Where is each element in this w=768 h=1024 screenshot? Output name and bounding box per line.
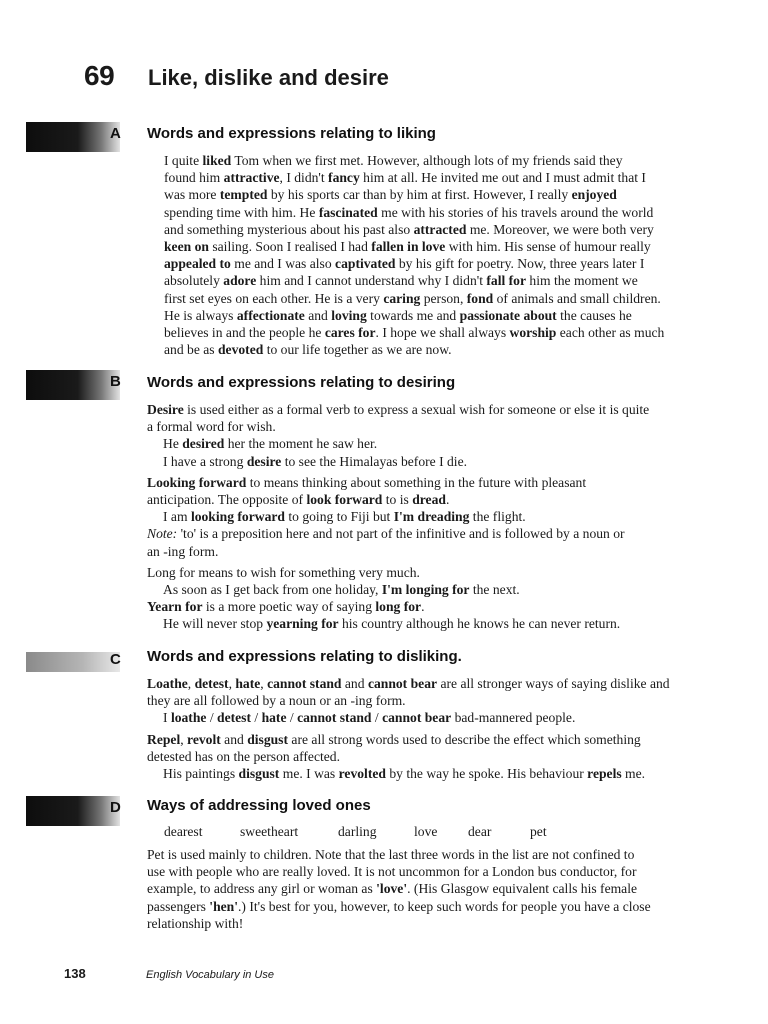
keyword: detest bbox=[194, 676, 229, 691]
keyword: revolted bbox=[338, 766, 386, 782]
word-item: sweetheart bbox=[240, 824, 299, 839]
text-segment: As soon as I get back from one holiday, bbox=[163, 582, 382, 598]
section-tab-bar bbox=[26, 122, 120, 152]
unit-header bbox=[84, 60, 389, 100]
text-segment: He will never stop bbox=[163, 616, 267, 632]
keyword: revolt bbox=[187, 731, 221, 747]
keyword: Yearn for bbox=[147, 599, 203, 615]
text-segment: I have a strong bbox=[163, 453, 247, 469]
text-segment: to see the Himalayas before I die. bbox=[281, 453, 468, 469]
text-segment: and bbox=[341, 676, 368, 691]
text-segment: anticipation. The opposite of bbox=[147, 492, 307, 508]
section-tab-bar bbox=[26, 370, 120, 400]
text-segment: I bbox=[163, 710, 171, 726]
keyword: dread bbox=[412, 492, 446, 508]
text-segment: with him. His sense of humour really bbox=[445, 239, 651, 255]
text-segment: his country although he knows he can never return. bbox=[338, 616, 621, 632]
section-b-title: Words and expressions relating to desiring bbox=[147, 374, 456, 391]
text-line bbox=[147, 491, 649, 508]
text-line bbox=[147, 731, 670, 748]
text-segment: to is bbox=[382, 492, 413, 508]
keyword: cannot bear bbox=[367, 676, 438, 691]
text-line bbox=[164, 324, 664, 341]
keyword: loathe bbox=[170, 710, 207, 726]
text-line bbox=[147, 525, 649, 542]
section-d-title: Ways of addressing loved ones bbox=[147, 797, 371, 814]
text-segment: / bbox=[206, 710, 218, 726]
text-line bbox=[147, 401, 649, 418]
keyword: detest bbox=[217, 710, 251, 726]
keyword: adore bbox=[223, 273, 257, 289]
text-segment: to our life together as we are now. bbox=[263, 342, 452, 358]
text-segment: , bbox=[228, 676, 236, 691]
keyword: Loathe bbox=[147, 676, 188, 691]
text-segment: towards me and bbox=[366, 307, 460, 323]
text-line bbox=[147, 474, 649, 491]
text-line bbox=[147, 880, 651, 897]
text-segment: . bbox=[421, 599, 425, 615]
text-segment: detested has on the person affected. bbox=[147, 748, 341, 764]
text-segment: by his gift for poetry. Now, three years later I bbox=[395, 256, 645, 272]
text-segment: him at all. He invited me out and I must admit that I bbox=[359, 170, 646, 186]
section-a-body bbox=[164, 152, 664, 358]
word-item: dearest bbox=[164, 824, 203, 839]
text-segment: , I didn't bbox=[279, 170, 329, 186]
keyword: devoted bbox=[217, 342, 264, 358]
keyword: Looking forward bbox=[147, 474, 247, 490]
text-line bbox=[164, 341, 664, 358]
keyword: Desire bbox=[147, 402, 184, 417]
keyword: cannot bear bbox=[382, 710, 452, 726]
keyword: worship bbox=[509, 325, 557, 341]
example-sentence bbox=[147, 453, 649, 470]
keyword: desire bbox=[246, 453, 282, 469]
page-number: 138 bbox=[64, 966, 86, 981]
keyword: 'hen' bbox=[209, 898, 239, 914]
section-letter: D bbox=[110, 799, 121, 816]
unit-number: 69 bbox=[84, 60, 115, 91]
section-tab-bar bbox=[26, 796, 120, 826]
keyword: yearning for bbox=[266, 616, 339, 632]
section-b-body bbox=[147, 401, 649, 633]
keyword: caring bbox=[383, 290, 421, 306]
keyword: cannot stand bbox=[267, 676, 342, 691]
text-segment: and bbox=[304, 307, 332, 323]
keyword: I'm longing for bbox=[381, 582, 470, 598]
example-sentence bbox=[147, 581, 649, 598]
text-segment: and be as bbox=[164, 342, 218, 358]
example-sentence bbox=[147, 435, 649, 452]
text-segment: , bbox=[187, 676, 195, 691]
keyword: fallen in love bbox=[371, 239, 446, 255]
text-line bbox=[147, 692, 670, 709]
text-segment: each other as much bbox=[556, 325, 665, 341]
text-segment: . bbox=[445, 492, 450, 508]
text-segment: him and I cannot understand why I didn't bbox=[256, 273, 487, 289]
page-footer bbox=[64, 966, 274, 981]
keyword: long for bbox=[375, 599, 422, 615]
section-c-body bbox=[147, 675, 670, 782]
section-letter: B bbox=[110, 373, 121, 390]
text-segment: him the moment we bbox=[526, 273, 638, 289]
keyword: captivated bbox=[335, 256, 396, 272]
text-segment: me. bbox=[621, 766, 646, 782]
keyword: cares for bbox=[324, 325, 376, 341]
text-segment: found him bbox=[164, 170, 224, 186]
keyword: affectionate bbox=[236, 307, 305, 323]
text-segment: the next. bbox=[469, 582, 520, 598]
text-segment: me and I was also bbox=[230, 256, 336, 272]
keyword: hate bbox=[261, 710, 287, 726]
text-line bbox=[164, 152, 664, 169]
text-line bbox=[147, 543, 649, 560]
text-line bbox=[164, 307, 664, 324]
text-line bbox=[164, 186, 664, 203]
word-item: pet bbox=[530, 824, 547, 839]
keyword: cannot stand bbox=[297, 710, 372, 726]
keyword: tempted bbox=[219, 187, 268, 203]
keyword: fancy bbox=[328, 170, 360, 186]
text-segment: is a more poetic way of saying bbox=[202, 599, 376, 615]
text-segment: an -ing form. bbox=[147, 543, 219, 559]
text-segment: the flight. bbox=[469, 509, 526, 525]
keyword: enjoyed bbox=[571, 187, 617, 203]
example-sentence bbox=[147, 508, 649, 525]
text-line bbox=[147, 564, 649, 581]
text-segment: , bbox=[260, 676, 268, 691]
text-segment: relationship with! bbox=[147, 915, 244, 931]
text-segment: / bbox=[251, 710, 262, 726]
book-title: English Vocabulary in Use bbox=[146, 969, 274, 981]
word-item: love bbox=[414, 824, 438, 839]
keyword: hate bbox=[235, 676, 261, 691]
text-segment: of animals and small children. bbox=[493, 290, 661, 306]
text-segment: .) It's best for you, however, to keep such words for people you have a close bbox=[238, 898, 651, 914]
text-segment: they are all followed by a noun or an -ing form. bbox=[147, 693, 406, 709]
keyword: desired bbox=[182, 436, 225, 452]
text-line bbox=[147, 898, 651, 915]
section-d-body bbox=[147, 846, 651, 932]
keyword: look forward bbox=[306, 492, 383, 508]
keyword: I'm dreading bbox=[393, 509, 470, 525]
keyword: disgust bbox=[247, 731, 289, 747]
keyword: disgust bbox=[238, 766, 280, 782]
text-segment: and bbox=[220, 731, 248, 747]
text-line bbox=[147, 748, 670, 765]
text-segment: her the moment he saw her. bbox=[224, 436, 378, 452]
text-segment: sailing. Soon I realised I had bbox=[208, 239, 372, 255]
keyword: attractive bbox=[223, 170, 280, 186]
text-line bbox=[164, 169, 664, 186]
text-segment: absolutely bbox=[164, 273, 224, 289]
keyword: keen on bbox=[164, 239, 209, 255]
text-line bbox=[147, 863, 651, 880]
keyword: fascinated bbox=[318, 204, 378, 220]
keyword: looking forward bbox=[190, 509, 285, 525]
text-segment: , bbox=[180, 731, 188, 747]
example-sentence bbox=[147, 615, 649, 632]
text-line bbox=[164, 204, 664, 221]
text-segment: spending time with him. He bbox=[164, 204, 319, 220]
text-segment: Long for means to wish for something very much. bbox=[147, 564, 420, 580]
text-segment: was more bbox=[164, 187, 220, 203]
keyword: liked bbox=[202, 153, 232, 168]
keyword: Repel bbox=[147, 731, 181, 747]
keyword: 'love' bbox=[376, 881, 408, 897]
section-tab-bar bbox=[26, 652, 120, 672]
unit-title: Like, dislike and desire bbox=[148, 65, 389, 90]
text-line bbox=[147, 418, 649, 435]
word-item: darling bbox=[338, 824, 377, 839]
text-segment: first set eyes on each other. He is a very bbox=[164, 290, 384, 306]
text-segment: me with his stories of his travels around the world bbox=[377, 204, 654, 220]
text-segment: bad-mannered people. bbox=[451, 710, 576, 726]
text-segment: Tom when we first met. However, although lots of my friends said they bbox=[231, 153, 623, 168]
keyword: fall for bbox=[486, 273, 527, 289]
keyword: loving bbox=[331, 307, 367, 323]
text-segment: He bbox=[163, 436, 183, 452]
word-item: dear bbox=[468, 824, 492, 839]
text-segment: the causes he bbox=[556, 307, 632, 323]
text-segment: Pet is used mainly to children. Note that the last three words in the list are not confined to bbox=[147, 847, 635, 862]
text-line bbox=[147, 915, 651, 932]
text-segment: are all strong words used to describe the effect which something bbox=[288, 731, 641, 747]
text-segment: He is always bbox=[164, 307, 237, 323]
text-segment: . I hope we shall always bbox=[375, 325, 510, 341]
text-line bbox=[164, 238, 664, 255]
text-segment: / bbox=[371, 710, 383, 726]
text-segment: me. Moreover, we were both very bbox=[466, 221, 654, 237]
section-letter: A bbox=[110, 125, 121, 142]
text-line bbox=[164, 290, 664, 307]
text-segment: by the way he spoke. His behaviour bbox=[385, 766, 588, 782]
text-line bbox=[164, 255, 664, 272]
text-segment: are all stronger ways of saying dislike and bbox=[437, 676, 670, 691]
text-segment: a formal word for wish. bbox=[147, 419, 276, 435]
text-segment: believes in and the people he bbox=[164, 325, 325, 341]
text-line bbox=[147, 598, 649, 615]
section-c-title: Words and expressions relating to disliking. bbox=[147, 648, 462, 665]
text-segment: I am bbox=[163, 509, 191, 525]
text-segment: to means thinking about something in the future with pleasant bbox=[246, 474, 587, 490]
text-segment: me. I was bbox=[279, 766, 339, 782]
text-line bbox=[147, 675, 670, 692]
example-sentence bbox=[147, 709, 670, 726]
note-label: Note: bbox=[147, 526, 178, 542]
text-segment: passengers bbox=[147, 898, 210, 914]
term-of-endearment-list bbox=[164, 824, 547, 840]
text-segment: is used either as a formal verb to express a sexual wish for someone or else it is quite bbox=[183, 402, 650, 417]
text-segment: 'to' is a preposition here and not part of the infinitive and is followed by a noun or bbox=[177, 526, 625, 542]
text-line bbox=[147, 846, 651, 863]
keyword: appealed to bbox=[164, 256, 231, 272]
section-a-title: Words and expressions relating to liking bbox=[147, 125, 436, 142]
text-segment: and something mysterious about his past also bbox=[164, 221, 414, 237]
example-sentence bbox=[147, 765, 670, 782]
text-segment: example, to address any girl or woman as bbox=[147, 881, 377, 897]
keyword: repels bbox=[587, 766, 622, 782]
text-line bbox=[164, 221, 664, 238]
text-segment: to going to Fiji but bbox=[284, 509, 394, 525]
keyword: passionate about bbox=[459, 307, 557, 323]
keyword: fond bbox=[466, 290, 494, 306]
text-segment: His paintings bbox=[163, 766, 239, 782]
text-segment: I quite bbox=[164, 153, 203, 168]
text-line bbox=[164, 272, 664, 289]
text-segment: by his sports car than by him at first. However, I really bbox=[267, 187, 572, 203]
keyword: attracted bbox=[413, 221, 467, 237]
text-segment: . (His Glasgow equivalent calls his female bbox=[407, 881, 638, 897]
text-segment: / bbox=[286, 710, 298, 726]
text-segment: use with people who are really loved. It is not uncommon for a London bus conductor, for bbox=[147, 864, 637, 880]
text-segment: person, bbox=[420, 290, 467, 306]
section-letter: C bbox=[110, 651, 121, 668]
